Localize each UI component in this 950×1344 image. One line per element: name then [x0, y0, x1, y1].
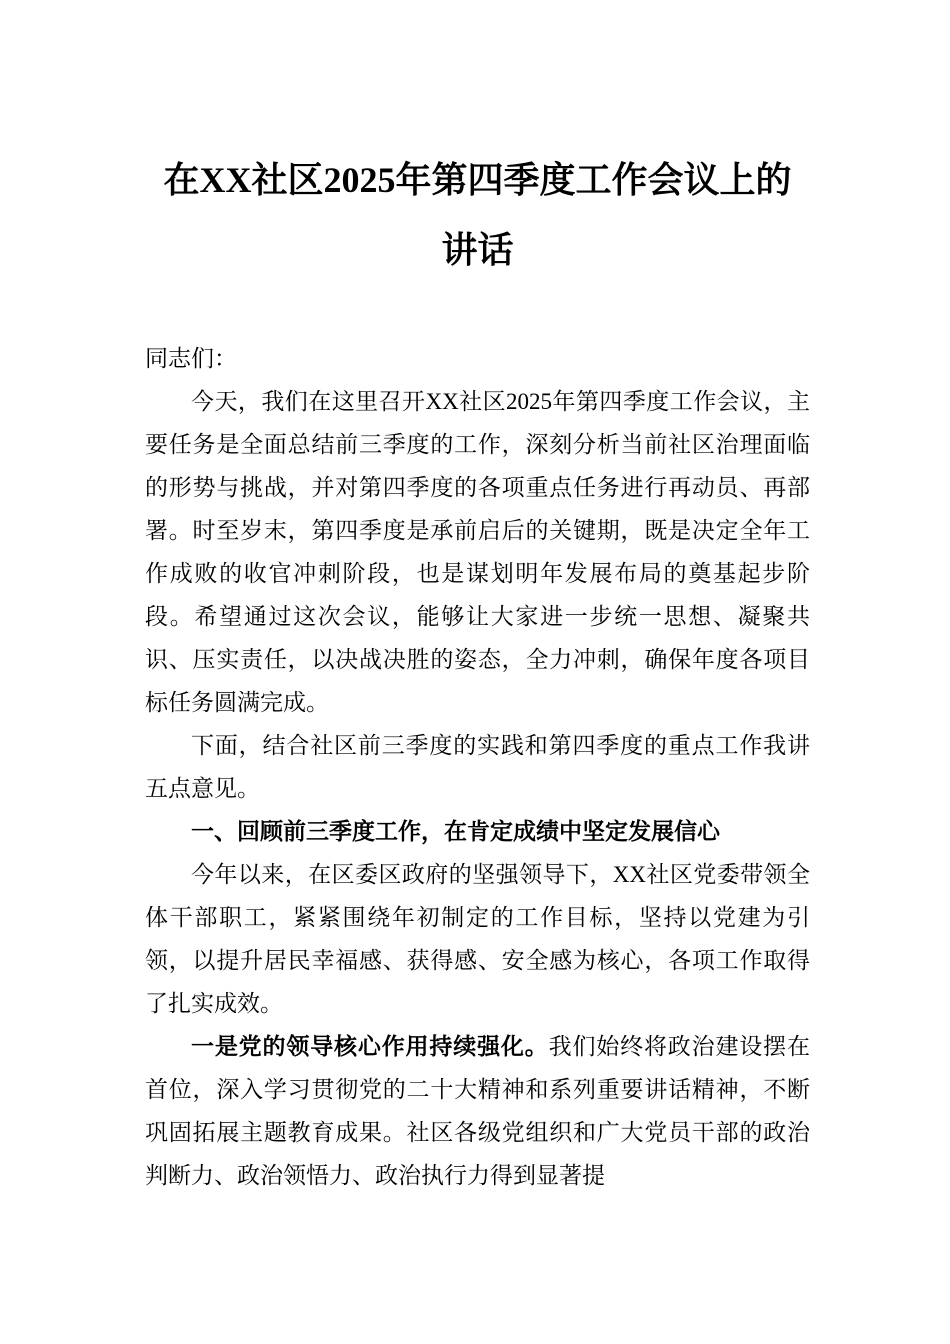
paragraph: 今天，我们在这里召开XX社区2025年第四季度工作会议，主要任务是全面总结前三季度的工作，深刻分析当前社区治理面临的形势与挑战，并对第四季度的各项重点任务进行再动员、再部署。时至岁末，第四季度是承前启后的关键期，既是决定全年工作成败的收官冲刺阶段，也是谋划明年发展布局的奠基起步阶段。希望通过这次会议，能够让大家进一步统一思想、凝聚共识、压实责任，以决战决胜的姿态，全力冲刺，确保年度各项目标任务圆满完成。	[145, 389, 810, 715]
section-heading: 一、回顾前三季度工作，在肯定成绩中坚定发展信心	[191, 819, 720, 844]
document-title-line-1: 在XX社区2025年第四季度工作会议上的	[163, 160, 792, 200]
paragraph: 一是党的领导核心作用持续强化。我们始终将政治建设摆在首位，深入学习贯彻党的二十大精神和系列重要讲话精神，不断巩固拓展主题教育成果。社区各级党组织和广大党员干部的政治判断力、政治领悟力、政治执行力得到显著提	[145, 1034, 811, 1188]
document-title	[145, 145, 810, 285]
paragraph: 同志们：	[145, 346, 237, 371]
paragraph: 今年以来，在区委区政府的坚强领导下，XX社区党委带领全体干部职工，紧紧围绕年初制定的工作目标，坚持以党建为引领，以提升居民幸福感、获得感、安全感为核心，各项工作取得了扎实成效。	[145, 862, 810, 1016]
paragraph-lead: 一是党的领导核心作用持续强化。	[191, 1034, 549, 1059]
document-body	[145, 337, 810, 1197]
document-title-line-2: 讲话	[441, 230, 514, 270]
paragraph: 下面，结合社区前三季度的实践和第四季度的重点工作我讲五点意见。	[145, 733, 810, 801]
